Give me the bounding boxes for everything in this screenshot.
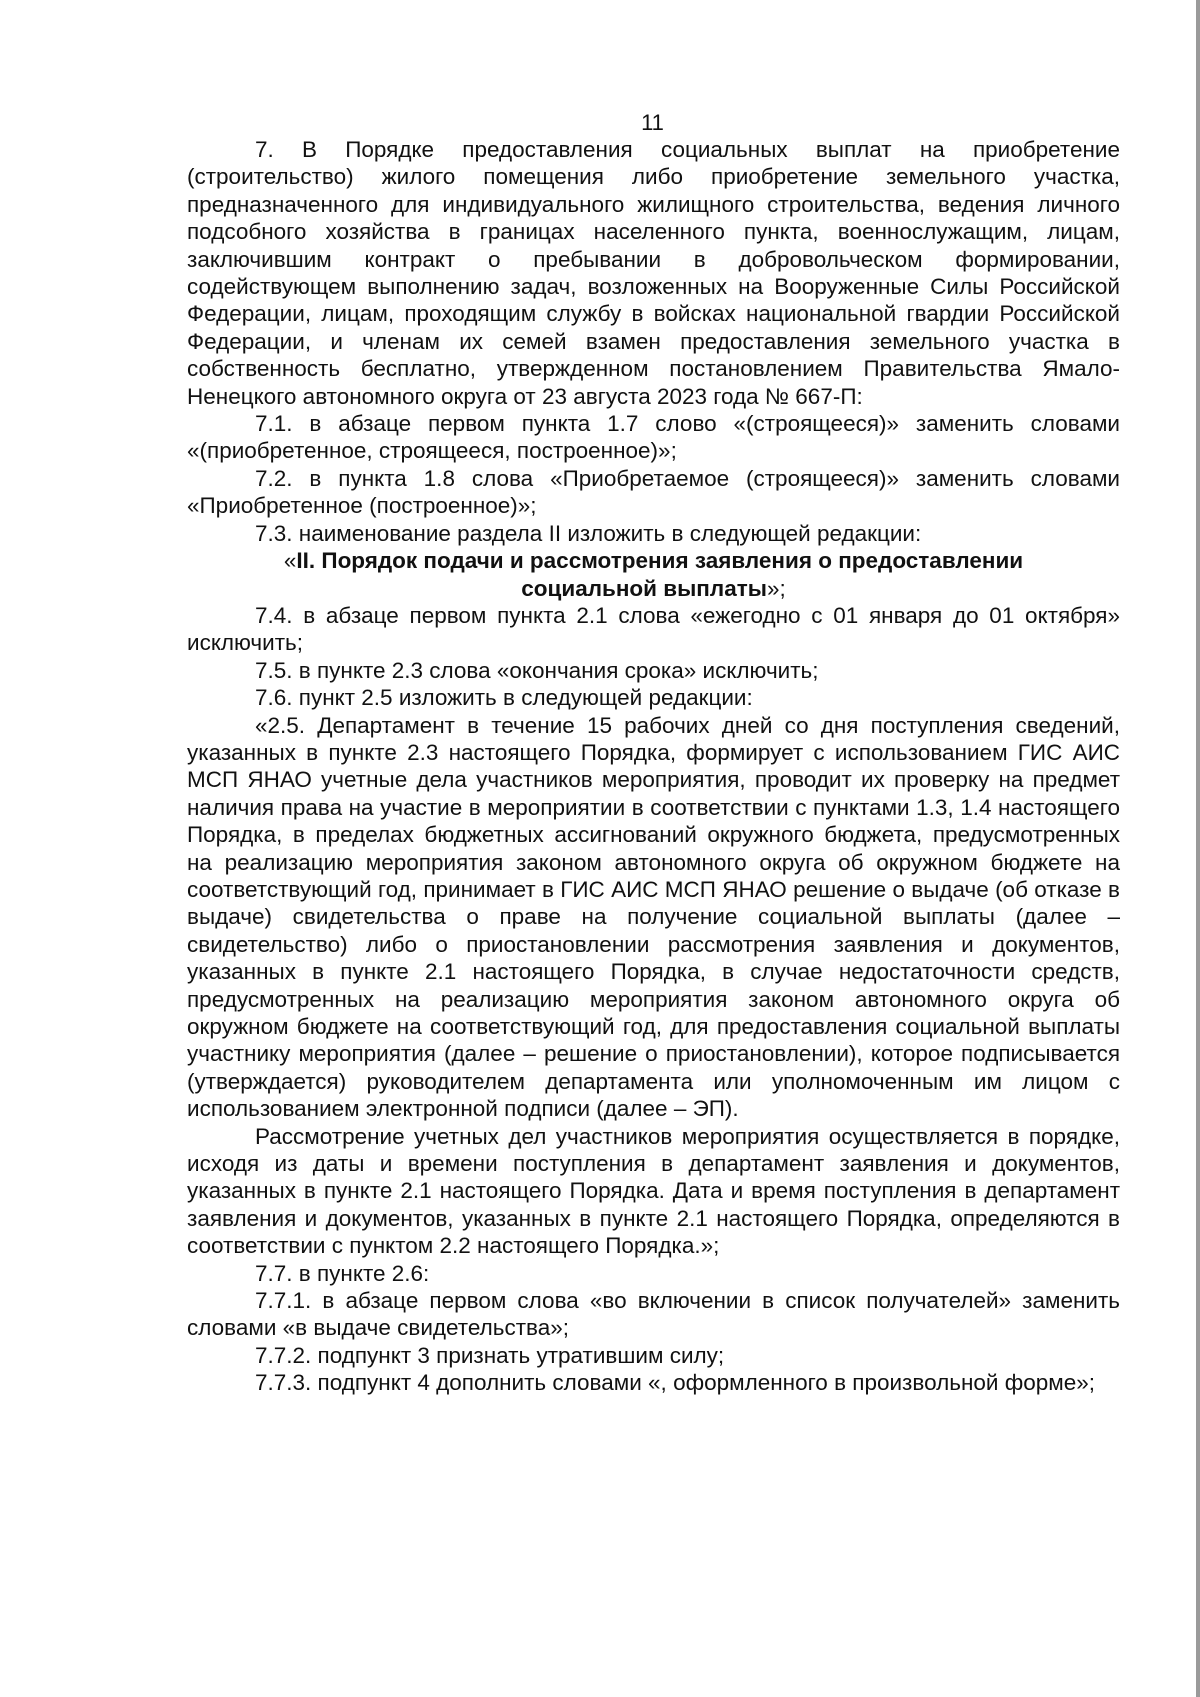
paragraph-7-6: 7.6. пункт 2.5 изложить в следующей редакции: bbox=[255, 685, 753, 711]
paragraph-2-5: «2.5. Департамент в течение 15 рабочих дней со дня поступления сведений, указанных в пункте 2.3 настоящего Порядка, формирует с использованием ГИС АИС МСП ЯНАО учетные дела участников мероприятия, проводит их проверку на предмет наличия права на участие в мероприятии в соответствии с пунктами 1.3, 1.4 настоящего Порядка, в пределах бюджетных ассигнований окружного бюджета, предусмотренных на реализацию мероприятия законом автономного округа об окружном бюджете на соответствующий год, принимает в ГИС АИС МСП ЯНАО решение о выдаче (об отказе в выдаче) свидетельства о праве на получение социальной выплаты (далее – свидетельство) либо о приостановлении рассмотрения заявления и документов, указанных в пункте 2.1 настоящего Порядка, в случае недостаточности средств, предусмотренных на реализацию мероприятия законом автономного округа об окружном бюджете на соответствующий год, для предоставления социальной выплаты участнику мероприятия (далее – решение о приостановлении), которое подписывается (утверждается) руководителем департамента или уполномоченным им лицом с использованием электронной подписи (далее – ЭП). bbox=[187, 712, 1120, 1122]
document-body bbox=[187, 136, 1120, 1397]
page-number: 11 bbox=[641, 110, 664, 135]
paragraph-7-3: 7.3. наименование раздела II изложить в следующей редакции: bbox=[255, 520, 922, 546]
scan-edge bbox=[1196, 0, 1200, 1697]
paragraph-7-7-3: 7.7.3. подпункт 4 дополнить словами «, оформленного в произвольной форме»; bbox=[255, 1370, 1095, 1396]
paragraph-7-4: 7.4. в абзаце первом пункта 2.1 слова «ежегодно с 01 января до 01 октября» исключить; bbox=[187, 602, 1120, 656]
heading-open-quote: « bbox=[283, 548, 297, 574]
paragraph-7-5: 7.5. в пункте 2.3 слова «окончания срока» исключить; bbox=[255, 657, 819, 683]
heading-title: II. Порядок подачи и рассмотрения заявления о предоставлении социальной выплаты bbox=[296, 548, 1024, 601]
paragraph-7: 7. В Порядке предоставления социальных выплат на приобретение (строительство) жилого помещения либо приобретение земельного участка, предназначенного для индивидуального жилищного строительства, ведения личного подсобного хозяйства в границах населенного пункта, военнослужащим, лицам, заключившим контракт о пребывании в добровольческом формировании, содействующем выполнению задач, возложенных на Вооруженные Силы Российской Федерации, лицам, проходящим службу в войсках национальной гвардии Российской Федерации, и членам их семей взамен предоставления земельного участка в собственность бесплатно, утвержденном постановлением Правительства Ямало-Ненецкого автономного округа от 23 августа 2023 года № 667-П: bbox=[187, 137, 1120, 409]
paragraph-7-1: 7.1. в абзаце первом пункта 1.7 слово «(строящееся)» заменить словами «(приобретенное, строящееся, построенное)»; bbox=[187, 411, 1120, 464]
section-heading bbox=[187, 547, 1120, 602]
paragraph-7-7-1: 7.7.1. в абзаце первом слова «во включении в список получателей» заменить словами «в выдаче свидетельства»; bbox=[187, 1288, 1120, 1341]
heading-close: »; bbox=[766, 575, 786, 601]
paragraph-review-order: Рассмотрение учетных дел участников мероприятия осуществляется в порядке, исходя из даты и времени поступления в департамент заявления и документов, указанных в пункте 2.1 настоящего Порядка. Дата и время поступления в департамент заявления и документов, указанных в пункте 2.1 настоящего Порядка, определяются в соответствии с пунктом 2.2 настоящего Порядка.»; bbox=[187, 1123, 1120, 1259]
paragraph-7-2: 7.2. в пункта 1.8 слова «Приобретаемое (строящееся)» заменить словами «Приобретенное (построенное)»; bbox=[187, 465, 1120, 519]
paragraph-7-7-2: 7.7.2. подпункт 3 признать утратившим силу; bbox=[255, 1342, 725, 1368]
paragraph-7-7: 7.7. в пункте 2.6: bbox=[255, 1260, 430, 1286]
